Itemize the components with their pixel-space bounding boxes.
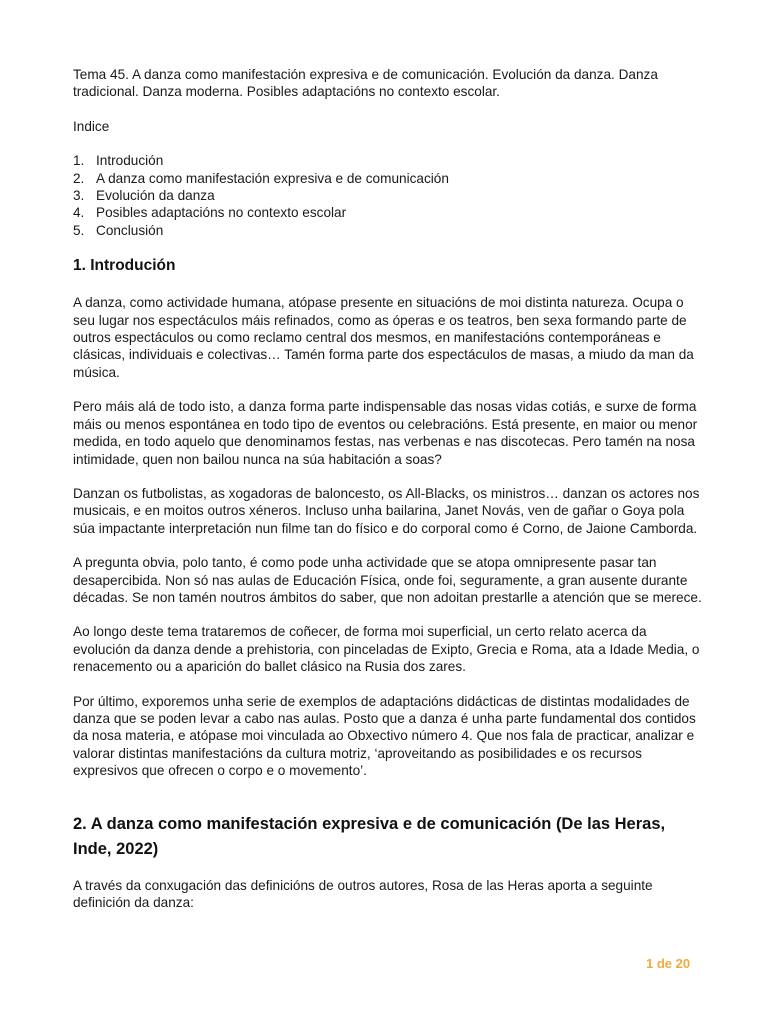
toc-item xyxy=(73,152,705,169)
toc-label: A danza como manifestación expresiva e de comunicación xyxy=(96,170,449,186)
toc-number: 4. xyxy=(73,205,85,221)
paragraph: A pregunta obvia, polo tanto, é como pode unha actividade que se atopa omnipresente pasar tan desapercibida. Non só nas aulas de Educación Física, onde foi, seguramente, a gran ausente durante décadas. Se non tamén noutros ámbitos do saber, que non adoitan prestarlle a atención que se merece. xyxy=(73,555,702,605)
section-heading-introduction: 1. Introdución xyxy=(73,257,176,275)
document-title: Tema 45. A danza como manifestación expresiva e de comunicación. Evolución da danza. Danza tradicional. Danza moderna. Posibles adaptacións no contexto escolar. xyxy=(73,67,658,100)
toc-label: Introdución xyxy=(96,153,164,169)
document-page xyxy=(73,66,705,911)
toc-number: 5. xyxy=(73,222,85,238)
toc-item xyxy=(73,204,705,221)
paragraph: Danzan os futbolistas, as xogadoras de baloncesto, os All-Blacks, os ministros… danzan os actores nos musicais, e en moitos outros xéneros. Incluso unha bailarina, Janet Novás, ven de gañar o Goya pola súa impactante interpretación nun filme tan do físico e do corporal como é Corno, de Jaione Camborda. xyxy=(73,485,700,536)
paragraph: Ao longo deste tema trataremos de coñecer, de forma moi superficial, un certo relato acerca da evolución da danza dende a prehistoria, con pinceladas de Exipto, Grecia e Roma, ata a Idade Media, o renacemento ou a aparición do ballet clásico na Rusia dos zares. xyxy=(73,624,700,675)
paragraph: Pero máis alá de todo isto, a danza forma parte indispensable das nosas vidas cotiás, e surxe de forma máis ou menos espontánea en todo tipo de eventos ou celebracións. Está presente, en maior ou menor medida, en todo aquelo que denominamos festas, nas verbenas e nas discotecas. Pero tamén na nosa intimidade, quen non bailou nunca na súa habitación a soas? xyxy=(73,399,698,467)
index-label: Indice xyxy=(73,118,110,134)
toc-label: Evolución da danza xyxy=(96,188,215,204)
toc-item xyxy=(73,187,705,204)
toc-number: 3. xyxy=(73,188,85,204)
toc-number: 1. xyxy=(73,153,85,169)
toc-label: Posibles adaptacións no contexto escolar xyxy=(96,205,347,221)
toc-item xyxy=(73,222,705,239)
paragraph: A danza, como actividade humana, atópase presente en situacións de moi distinta natureza. Ocupa o seu lugar nos espectáculos máis refinados, como as óperas e os teatros, ben sexa formando parte de outros espectáculos ou como reclamo central dos mesmos, en manifestacións contemporáneas e clásicas, individuais e colectivas… Tamén forma parte dos espectáculos de masas, a miudo da man da música. xyxy=(73,295,694,380)
table-of-contents xyxy=(73,152,705,239)
paragraph: Por último, exporemos unha serie de exemplos de adaptacións didácticas de distintas modalidades de danza que se poden levar a cabo nas aulas. Posto que a danza é unha parte fundamental dos contidos da nosa materia, e atópase moi vinculada ao Obxectivo número 4. Que nos fala de practicar, analizar e valorar distintas manifestacións da cultura motriz, ‘aproveitando as posibilidades e os recursos expresivos que ofrecen o corpo e o movemento’. xyxy=(73,693,696,779)
page-number: 1 de 20 xyxy=(646,956,691,971)
toc-number: 2. xyxy=(73,170,85,186)
section-heading-dance-expression: 2. A danza como manifestación expresiva e de comunicación (De las Heras, Inde, 2022) xyxy=(73,814,666,858)
toc-item xyxy=(73,170,705,187)
toc-label: Conclusión xyxy=(96,222,164,238)
paragraph: A través da conxugación das definicións de outros autores, Rosa de las Heras aporta a seguinte definición da danza: xyxy=(73,877,653,910)
